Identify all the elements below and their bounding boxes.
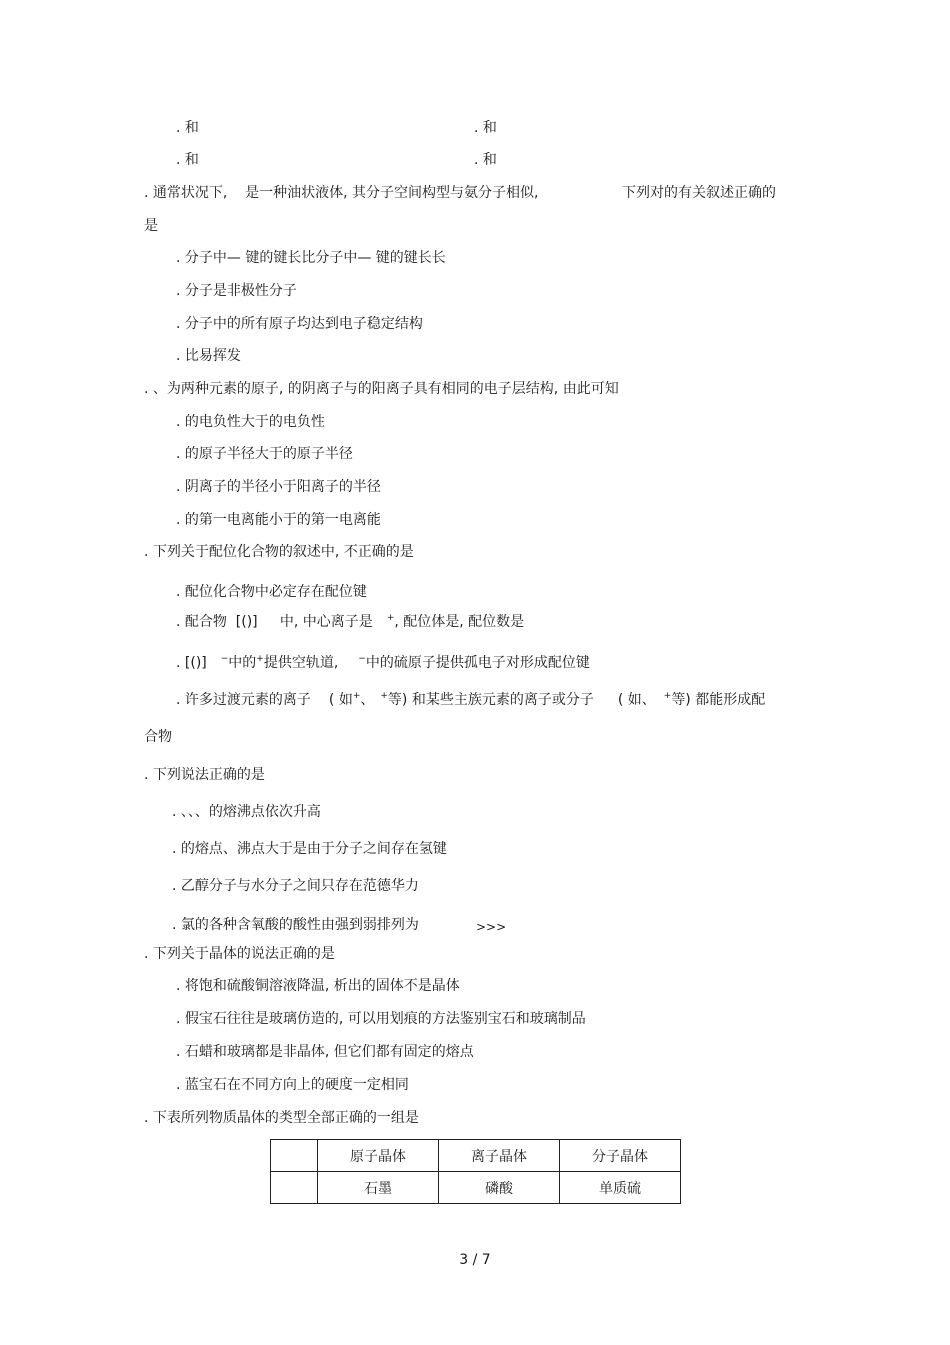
- option-text: . 的熔点、沸点大于是由于分子之间存在氢键: [172, 841, 447, 857]
- superscript: −: [358, 654, 366, 664]
- table-cell: [271, 1172, 318, 1204]
- question-text: . 、为两种元素的原子, 的阴离子与的阳离子具有相同的电子层结构, 由此可知: [144, 381, 619, 397]
- option-text: . 的电负性大于的电负性: [176, 414, 325, 430]
- option-text: . 和: [176, 152, 199, 168]
- table-header-cell: 分子晶体: [560, 1140, 681, 1172]
- superscript: +: [663, 691, 672, 701]
- question-text: 下列对的有关叙述正确的: [622, 185, 776, 201]
- question-text: . 下表所列物质晶体的类型全部正确的一组是: [144, 1110, 419, 1126]
- option-text: >>>: [476, 920, 507, 934]
- superscript: −: [220, 654, 229, 664]
- option-text: . 和: [176, 120, 199, 136]
- crystal-type-table: [270, 1139, 681, 1204]
- option-text: . 的原子半径大于的原子半径: [176, 446, 353, 462]
- table-cell: 磷酸: [439, 1172, 560, 1204]
- superscript: +: [352, 691, 361, 701]
- table-header-cell: 离子晶体: [439, 1140, 560, 1172]
- option-text-part: . 许多过渡元素的离子: [176, 692, 311, 708]
- option-text-part: 中的硫原子提供孤电子对形成配位键: [365, 655, 590, 671]
- option-text-part: . [()]: [176, 655, 207, 671]
- option-text-part: 等) 和某些主族元素的离子或分子: [387, 692, 594, 708]
- option-text: [176, 655, 590, 671]
- option-text: . 将饱和硫酸铜溶液降温, 析出的固体不是晶体: [176, 978, 460, 994]
- superscript: +: [386, 613, 395, 623]
- option-text: . 阴离子的半径小于阳离子的半径: [176, 479, 381, 495]
- option-text: . 蓝宝石在不同方向上的硬度一定相同: [176, 1077, 409, 1093]
- option-text: . 、、、的熔沸点依次升高: [172, 804, 321, 820]
- option-text: . 配位化合物中必定存在配位键: [176, 584, 367, 600]
- table-row: [271, 1172, 681, 1204]
- option-text-part: 提供空轨道,: [263, 655, 339, 671]
- question-text: . 下列关于晶体的说法正确的是: [144, 946, 335, 962]
- option-text: . 和: [474, 152, 497, 168]
- question-text: . 下列说法正确的是: [144, 767, 265, 783]
- option-text-part: 中的: [228, 655, 257, 671]
- option-text-part: , 配位体是, 配位数是: [394, 614, 525, 630]
- superscript: +: [256, 654, 264, 664]
- option-text: . 分子是非极性分子: [176, 283, 297, 299]
- table-cell: [271, 1140, 318, 1172]
- question-text: 是: [144, 218, 158, 234]
- option-text: . 的第一电离能小于的第一电离能: [176, 512, 381, 528]
- question-text: . 下列关于配位化合物的叙述中, 不正确的是: [144, 544, 414, 560]
- option-text-part: 、: [360, 692, 375, 708]
- option-text: . 分子中— 键的键长比分子中— 键的键长长: [176, 250, 446, 266]
- table-cell: 单质硫: [560, 1172, 681, 1204]
- option-text: [176, 614, 524, 630]
- question-text: 合物: [144, 729, 172, 745]
- option-text: . 乙醇分子与水分子之间只存在范德华力: [172, 878, 419, 894]
- page-number: 3 / 7: [459, 1252, 491, 1268]
- table-header-cell: 原子晶体: [318, 1140, 439, 1172]
- option-text: [176, 692, 765, 708]
- option-text-part: . 配合物 [()] 中, 中心离子是: [176, 614, 373, 630]
- option-text: . 假宝石往往是玻璃仿造的, 可以用划痕的方法鉴别宝石和玻璃制品: [176, 1011, 586, 1027]
- option-text-part: 等) 都能形成配: [671, 692, 766, 708]
- superscript: +: [380, 691, 388, 701]
- option-text: . 和: [474, 120, 497, 136]
- table-row: [271, 1140, 681, 1172]
- question-text: . 通常状况下, 是一种油状液体, 其分子空间构型与氨分子相似,: [144, 185, 539, 201]
- option-text-part: ( 如、: [617, 692, 656, 708]
- option-text: . 氯的各种含氧酸的酸性由强到弱排列为: [172, 917, 419, 933]
- option-text: . 石蜡和玻璃都是非晶体, 但它们都有固定的熔点: [176, 1044, 474, 1060]
- option-text-part: ( 如: [328, 692, 353, 708]
- table-cell: 石墨: [318, 1172, 439, 1204]
- option-text: . 比易挥发: [176, 348, 241, 364]
- option-text: . 分子中的所有原子均达到电子稳定结构: [176, 316, 423, 332]
